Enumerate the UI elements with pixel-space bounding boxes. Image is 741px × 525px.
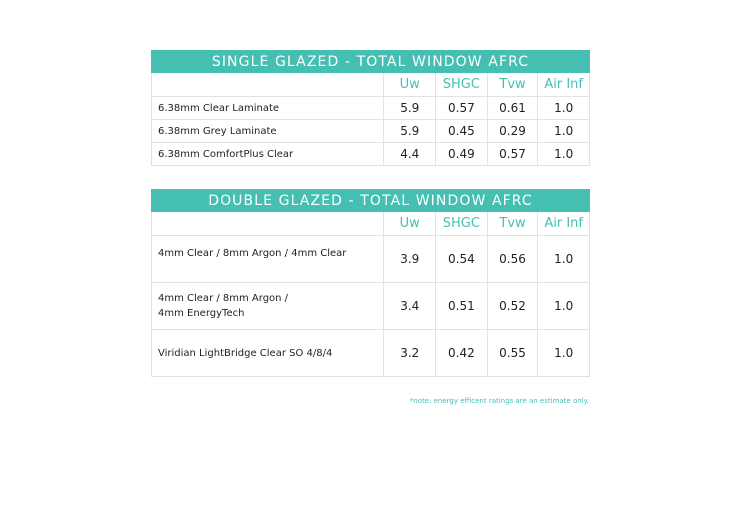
glass-name: 4mm Clear / 8mm Argon / 4mm EnergyTech	[158, 293, 289, 319]
air-inf-value: 1.0	[537, 97, 589, 119]
column-header-shgc: SHGC	[435, 73, 487, 96]
air-inf-value: 1.0	[537, 236, 589, 282]
shgc-value: 0.49	[435, 143, 487, 165]
column-header-uw: Uw	[383, 212, 435, 235]
shgc-value: 0.42	[435, 330, 487, 376]
tvw-value: 0.57	[487, 143, 538, 165]
uw-value: 4.4	[383, 143, 435, 165]
table-row	[152, 283, 589, 330]
column-header-air-inf: Air Inf	[537, 212, 589, 235]
estimate-note: *note: energy efficent ratings are an estimate only.	[409, 397, 589, 405]
tvw-value: 0.52	[487, 283, 538, 329]
uw-value: 5.9	[383, 120, 435, 142]
uw-value: 3.2	[383, 330, 435, 376]
table-row	[152, 236, 589, 283]
tvw-value: 0.29	[487, 120, 538, 142]
column-header-uw: Uw	[383, 73, 435, 96]
shgc-value: 0.54	[435, 236, 487, 282]
double-glazed-table	[151, 189, 590, 377]
single-glazed-header	[152, 73, 589, 97]
tvw-value: 0.55	[487, 330, 538, 376]
single-glazed-table	[151, 50, 590, 166]
tvw-value: 0.61	[487, 97, 538, 119]
shgc-value: 0.45	[435, 120, 487, 142]
table-row	[152, 143, 589, 166]
uw-value: 3.9	[383, 236, 435, 282]
shgc-value: 0.57	[435, 97, 487, 119]
glass-name: 6.38mm Grey Laminate	[158, 125, 277, 137]
table-row	[152, 120, 589, 143]
glass-name: 6.38mm Clear Laminate	[158, 102, 280, 114]
single-glazed-title: SINGLE GLAZED - TOTAL WINDOW AFRC	[151, 50, 590, 73]
double-glazed-title: DOUBLE GLAZED - TOTAL WINDOW AFRC	[151, 189, 590, 212]
double-glazed-header	[152, 212, 589, 236]
air-inf-value: 1.0	[537, 283, 589, 329]
table-row	[152, 97, 589, 120]
uw-value: 3.4	[383, 283, 435, 329]
column-header-tvw: Tvw	[487, 212, 538, 235]
column-header-air-inf: Air Inf	[537, 73, 589, 96]
air-inf-value: 1.0	[537, 120, 589, 142]
glass-name: 6.38mm ComfortPlus Clear	[158, 148, 294, 160]
glass-name: Viridian LightBridge Clear SO 4/8/4	[158, 347, 333, 359]
column-header-shgc: SHGC	[435, 212, 487, 235]
air-inf-value: 1.0	[537, 330, 589, 376]
table-row	[152, 330, 589, 377]
shgc-value: 0.51	[435, 283, 487, 329]
column-header-tvw: Tvw	[487, 73, 538, 96]
uw-value: 5.9	[383, 97, 435, 119]
glass-name: 4mm Clear / 8mm Argon / 4mm Clear	[158, 248, 347, 259]
tvw-value: 0.56	[487, 236, 538, 282]
air-inf-value: 1.0	[537, 143, 589, 165]
